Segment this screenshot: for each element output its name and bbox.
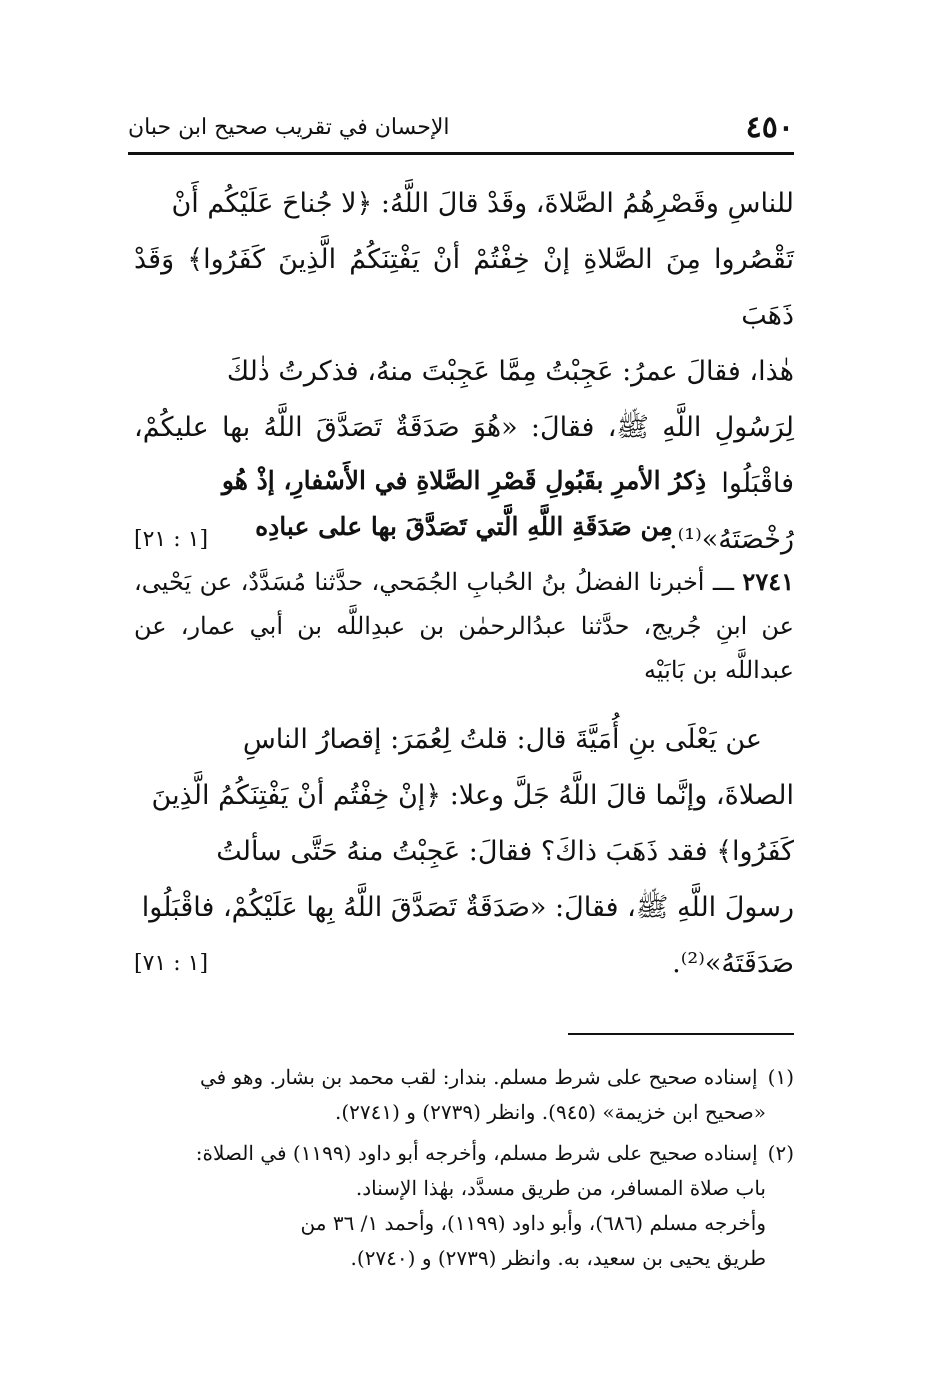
footnote-text: إسناده صحيح على شرط مسلم. بندار: لقب محمد بن بشار. وهو في <box>200 1065 758 1089</box>
hadith-isnad <box>134 560 794 692</box>
footnote-marker: (١) <box>767 1065 794 1089</box>
text-line-content: صَدَقَتَهُ»⁽²⁾. <box>672 948 794 979</box>
hadith-reference: [١ : ٢١] <box>134 527 209 552</box>
footnotes <box>134 1060 794 1282</box>
footnote-line: وأخرجه مسلم (٦٨٦)، وأبو داود (١١٩٩)، وأحمد ١/ ٣٦ من <box>300 1211 766 1235</box>
text-line: الصلاةَ، وإنَّما قالَ اللَّهُ جَلَّ وعلا: ﴿إنْ خِفْتُم أنْ يَفْتِنَكُمُ الَّذِينَ <box>151 780 794 811</box>
footnote-marker: (٢) <box>767 1141 794 1165</box>
footnote-line: باب صلاة المسافر، من طريق مسدَّد، بهٰذا الإسناد. <box>355 1176 766 1200</box>
text-line: للناسِ وقَصْرِهُمُ الصَّلاةَ، وقَدْ قالَ اللَّهُ: ﴿لا جُناحَ عَلَيْكُم أَنْ <box>171 188 794 219</box>
text-line: عن يَعْلَى بنِ أُمَيَّةَ قال: قلتُ لِعُمَرَ: إقصارُ الناسِ <box>242 724 762 755</box>
text-line: كَفَرُوا﴾ فقد ذَهَبَ ذاكَ؟ فقالَ: عَجِبْتُ منهُ حَتَّى سألتُ <box>216 836 794 867</box>
footnote-line <box>134 1060 794 1095</box>
footnote-divider <box>568 1033 794 1035</box>
isnad-text: أخبرنا الفضلُ بنُ الحُبابِ الجُمَحي، حدَّثنا مُسَدَّدٌ، عن يَحْيى، عن ابنِ جُريج، حدَّثنا عبدُالرحمٰن بن عبدِاللَّه بن أبي عمار، عن عبداللَّه بن بَابَيْه <box>134 568 794 684</box>
dash-separator: ـــ <box>704 568 734 596</box>
footnote-text: إسناده صحيح على شرط مسلم، وأخرجه أبو داود (١١٩٩) في الصلاة: <box>195 1141 758 1165</box>
chapter-heading-line: مِن صَدَقَةِ اللَّهِ الَّتي تَصَدَّقَ بها على عبادِه <box>255 512 673 541</box>
text-line: تَقْصُروا مِنَ الصَّلاةِ إنْ خِفْتُمْ أنْ يَفْتِنَكُمُ الَّذِينَ كَفَرُوا﴾ وَقَدْ ذَهَبَ <box>134 244 794 331</box>
book-title: الإحسان في تقريب صحيح ابن حبان <box>128 115 450 140</box>
hadith-number: ٢٧٤١ <box>742 567 794 596</box>
text-line: لِرَسُولِ اللَّهِ ﷺ، فقالَ: «هُوَ صَدَقَةٌ تَصَدَّقَ اللَّهُ بها عليكُمْ، فاقْبَلُوا <box>134 412 794 499</box>
footnote <box>134 1136 794 1276</box>
footnote <box>134 1060 794 1130</box>
text-line: رسولَ اللَّهِ ﷺ، فقالَ: «صَدَقَةٌ تَصَدَّقَ اللَّهُ بِها عَلَيْكُمْ، فاقْبَلُوا <box>141 892 794 923</box>
page-header <box>128 108 794 155</box>
hadith-reference: [١ : ٧١] <box>134 951 209 976</box>
footnote-line <box>134 1136 794 1171</box>
page-number: ٤٥٠ <box>745 110 794 145</box>
hadith-matn <box>134 712 794 992</box>
text-line-content: رُخْصَتَهُ»⁽¹⁾. <box>669 524 794 555</box>
footnote-line: «صحيح ابن خزيمة» (٩٤٥). وانظر (٢٧٣٩) و (٢٧٤١). <box>334 1100 766 1124</box>
footnote-line: طريق يحيى بن سعيد، به. وانظر (٢٧٣٩) و (٢٧٤٠). <box>350 1246 766 1270</box>
chapter-heading-line: ذِكرُ الأمرِ بقَبُولِ قَصْرِ الصَّلاةِ في الأَسْفارِ، إذْ هُو <box>221 466 707 495</box>
text-line: هٰذا، فقالَ عمرُ: عَجِبْتُ مِمَّا عَجِبْتَ منهُ، فذكرتُ ذٰلكَ <box>226 356 794 387</box>
chapter-heading <box>134 458 794 550</box>
text-line-last <box>134 936 794 992</box>
